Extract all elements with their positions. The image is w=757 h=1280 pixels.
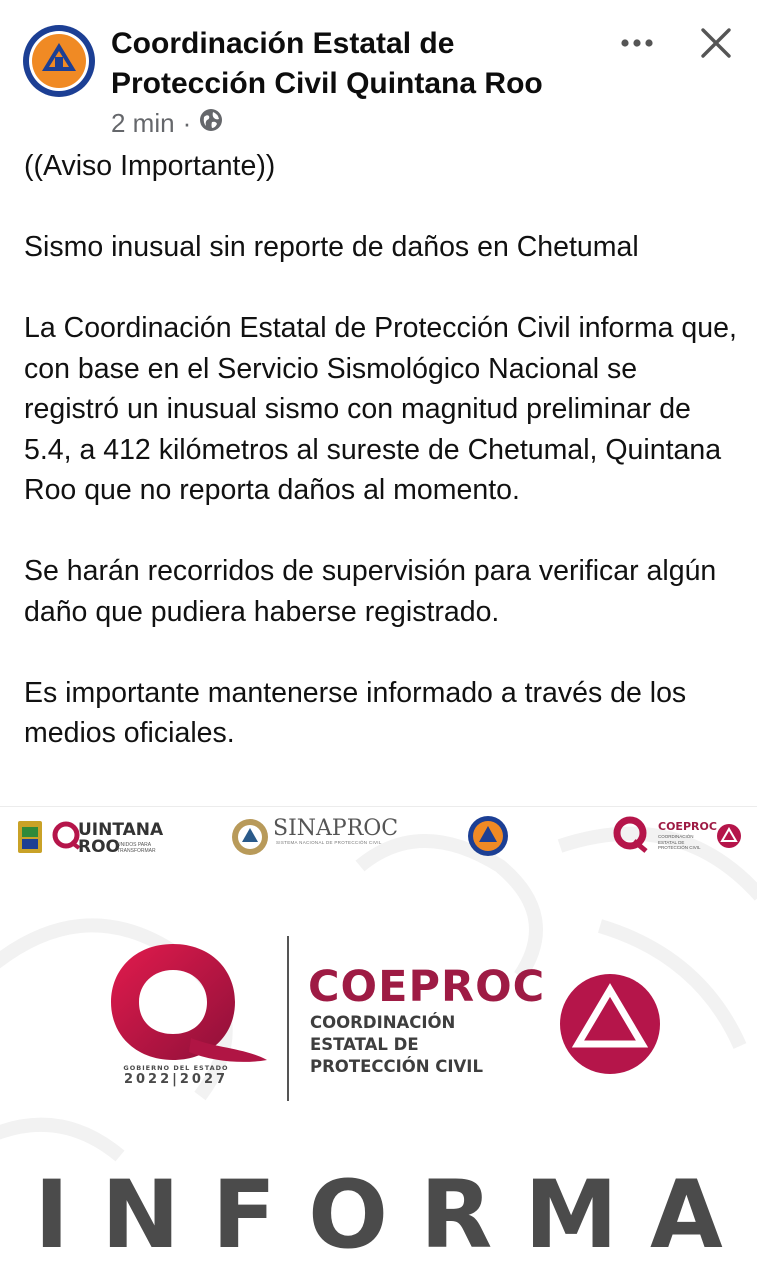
coeproc-small-triangle-icon xyxy=(716,823,742,849)
roo-logo-text: ROO xyxy=(78,837,120,857)
close-button[interactable] xyxy=(697,24,735,62)
coeproc-subtitle: COORDINACIÓN ESTATAL DE PROTECCIÓN CIVIL xyxy=(310,1013,483,1076)
post-time[interactable]: 2 min xyxy=(111,108,175,138)
post-paragraph: ((Aviso Importante)) xyxy=(24,150,276,182)
more-dots-icon xyxy=(620,38,654,48)
unidos-logo-text: UNIDOS PARA TRANSFORMAR xyxy=(117,842,156,854)
meta-separator: · xyxy=(182,108,192,138)
post-body xyxy=(24,146,740,754)
coeproc-triangle-icon xyxy=(558,972,662,1076)
post-paragraph: La Coordinación Estatal de Protección Civil informa que, con base en el Servicio Sismológico Nacional se registró un inusual sismo con magnitud preliminar de 5.4, a 412 kilómetros al sureste de Chetumal, Quintana Roo que no reporta daños al momento. xyxy=(24,312,737,506)
gobierno-label: GOBIERNO DEL ESTADO xyxy=(123,1064,229,1072)
page-name-link[interactable]: Coordinación Estatal de Protección Civil Quintana Roo xyxy=(111,27,543,100)
gobierno-years: 2022|2027 xyxy=(123,1072,229,1087)
coeproc-small-text: COEPROC xyxy=(658,820,717,833)
coeproc-title: COEPROC xyxy=(308,962,546,1012)
sinaproc-seal-icon xyxy=(230,817,270,857)
post-image[interactable] xyxy=(0,806,757,1280)
quintana-logo-text: UINTANA xyxy=(78,820,164,840)
logo-band xyxy=(0,806,757,863)
page-avatar[interactable] xyxy=(22,24,96,98)
post-paragraph: Es importante mantenerse informado a través de los medios oficiales. xyxy=(24,676,687,749)
globe-icon xyxy=(199,108,223,139)
proteccion-civil-seal-icon xyxy=(467,815,509,857)
coeproc-small-q-icon xyxy=(612,815,652,857)
post-meta xyxy=(111,108,223,139)
gobierno-label-block xyxy=(120,1064,232,1087)
sinaproc-sub-text: SISTEMA NACIONAL DE PROTECCIÓN CIVIL xyxy=(276,840,382,845)
post-header xyxy=(0,0,757,150)
coeproc-small-sub: COORDINACIÓN ESTATAL DE PROTECCIÓN CIVIL xyxy=(658,834,701,850)
close-icon xyxy=(697,24,735,62)
sinaproc-logo-text: SINAPROC xyxy=(273,816,399,841)
post-paragraph: Se harán recorridos de supervisión para verificar algún daño que pudiera haberse registrado. xyxy=(24,555,717,628)
informa-banner: INFORMA xyxy=(34,1161,755,1270)
more-options-button[interactable] xyxy=(617,26,657,60)
logo-divider xyxy=(287,936,289,1101)
post-paragraph: Sismo inusual sin reporte de daños en Chetumal xyxy=(24,231,639,263)
